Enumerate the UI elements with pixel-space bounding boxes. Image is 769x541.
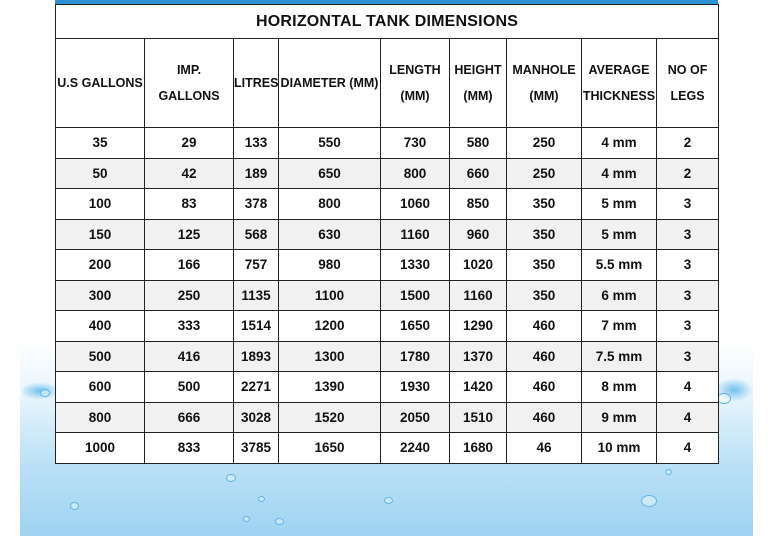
bubble-decoration <box>243 516 250 522</box>
litres-header <box>234 39 279 128</box>
column-header-label: LENGTH <box>389 63 441 77</box>
table-row <box>56 189 719 220</box>
table-cell: 9 mm <box>582 402 657 433</box>
table-cell: 460 <box>507 402 582 433</box>
table-row <box>56 128 719 159</box>
column-header-label: LEGS <box>670 89 705 103</box>
table-cell: 960 <box>450 219 507 250</box>
bubble-decoration <box>226 474 236 482</box>
table-cell: 250 <box>507 158 582 189</box>
bubble-decoration <box>384 497 393 504</box>
table-cell: 800 <box>56 402 145 433</box>
table-cell: 350 <box>507 250 582 281</box>
table-cell: 29 <box>145 128 234 159</box>
table-cell: 3 <box>657 280 719 311</box>
table-cell: 3 <box>657 311 719 342</box>
table-cell: 7 mm <box>582 311 657 342</box>
column-header-label: THICKNESS <box>582 89 656 103</box>
bubble-decoration <box>258 496 265 502</box>
table-cell: 550 <box>279 128 381 159</box>
table-cell: 1100 <box>279 280 381 311</box>
table-cell: 2271 <box>234 372 279 403</box>
table-cell: 1514 <box>234 311 279 342</box>
table-cell: 1390 <box>279 372 381 403</box>
table-cell: 4 <box>657 433 719 464</box>
table-cell: 3028 <box>234 402 279 433</box>
table-cell: 333 <box>145 311 234 342</box>
table-cell: 50 <box>56 158 145 189</box>
table-cell: 1000 <box>56 433 145 464</box>
table-cell: 460 <box>507 372 582 403</box>
table-title: HORIZONTAL TANK DIMENSIONS <box>56 5 719 39</box>
table-cell: 500 <box>56 341 145 372</box>
table-cell: 378 <box>234 189 279 220</box>
table-cell: 1370 <box>450 341 507 372</box>
table-cell: 83 <box>145 189 234 220</box>
column-header-label: IMP. GALLONS <box>158 63 220 103</box>
table-cell: 1510 <box>450 402 507 433</box>
table-cell: 3 <box>657 341 719 372</box>
table-cell: 580 <box>450 128 507 159</box>
table-cell: 666 <box>145 402 234 433</box>
height-header <box>450 39 507 128</box>
table-cell: 1060 <box>381 189 450 220</box>
imp-gallons-header <box>145 39 234 128</box>
diameter-header <box>279 39 381 128</box>
table-cell: 800 <box>279 189 381 220</box>
table-cell: 416 <box>145 341 234 372</box>
table-cell: 460 <box>507 341 582 372</box>
table-cell: 1290 <box>450 311 507 342</box>
table-cell: 650 <box>279 158 381 189</box>
table-cell: 3 <box>657 189 719 220</box>
column-header-label: MANHOLE <box>512 63 576 77</box>
bubble-decoration <box>70 502 79 510</box>
table-cell: 400 <box>56 311 145 342</box>
column-header-label: (MM) <box>400 89 430 103</box>
table-cell: 1300 <box>279 341 381 372</box>
table-cell: 250 <box>507 128 582 159</box>
table-cell: 1500 <box>381 280 450 311</box>
table-cell: 4 <box>657 402 719 433</box>
table-cell: 350 <box>507 189 582 220</box>
table-cell: 1160 <box>450 280 507 311</box>
bubble-decoration <box>641 495 657 507</box>
table-row <box>56 158 719 189</box>
table-cell: 568 <box>234 219 279 250</box>
table-cell: 5.5 mm <box>582 250 657 281</box>
table-cell: 1420 <box>450 372 507 403</box>
table-cell: 1160 <box>381 219 450 250</box>
table-cell: 3785 <box>234 433 279 464</box>
column-header-label: AVERAGE <box>588 63 650 77</box>
table-row <box>56 341 719 372</box>
table-cell: 850 <box>450 189 507 220</box>
table-cell: 1893 <box>234 341 279 372</box>
table-cell: 1200 <box>279 311 381 342</box>
table-body <box>56 128 719 464</box>
legs-header <box>657 39 719 128</box>
table-cell: 4 <box>657 372 719 403</box>
table-cell: 100 <box>56 189 145 220</box>
table-cell: 200 <box>56 250 145 281</box>
column-header-label: (MM) <box>463 89 493 103</box>
column-header-label: NO OF <box>667 63 708 77</box>
tank-dimensions-table <box>55 4 719 464</box>
column-header-label: DIAMETER (MM) <box>280 76 379 90</box>
table-row <box>56 311 719 342</box>
column-header-label: LITRES <box>234 76 279 90</box>
table-cell: 980 <box>279 250 381 281</box>
table-cell: 660 <box>450 158 507 189</box>
table-cell: 757 <box>234 250 279 281</box>
table-cell: 6 mm <box>582 280 657 311</box>
bubble-decoration <box>665 469 672 475</box>
table-row <box>56 433 719 464</box>
table-cell: 500 <box>145 372 234 403</box>
table-cell: 125 <box>145 219 234 250</box>
table-cell: 2050 <box>381 402 450 433</box>
length-header <box>381 39 450 128</box>
table-cell: 1520 <box>279 402 381 433</box>
table-cell: 3 <box>657 219 719 250</box>
table-cell: 133 <box>234 128 279 159</box>
table-cell: 730 <box>381 128 450 159</box>
table-cell: 10 mm <box>582 433 657 464</box>
table-cell: 1330 <box>381 250 450 281</box>
table-cell: 42 <box>145 158 234 189</box>
table-cell: 1020 <box>450 250 507 281</box>
table-cell: 5 mm <box>582 219 657 250</box>
table-cell: 833 <box>145 433 234 464</box>
table-cell: 2240 <box>381 433 450 464</box>
table-cell: 1780 <box>381 341 450 372</box>
table-cell: 1930 <box>381 372 450 403</box>
column-header-label: U.S GALLONS <box>57 76 143 90</box>
manhole-header <box>507 39 582 128</box>
table-cell: 4 mm <box>582 158 657 189</box>
table-cell: 4 mm <box>582 128 657 159</box>
header-row <box>56 39 719 128</box>
table-cell: 600 <box>56 372 145 403</box>
table-cell: 1680 <box>450 433 507 464</box>
table-cell: 35 <box>56 128 145 159</box>
table-cell: 350 <box>507 219 582 250</box>
table-cell: 1135 <box>234 280 279 311</box>
table-cell: 350 <box>507 280 582 311</box>
table-cell: 800 <box>381 158 450 189</box>
table-cell: 3 <box>657 250 719 281</box>
table-cell: 1650 <box>381 311 450 342</box>
table-cell: 2 <box>657 158 719 189</box>
us-gallons-header <box>56 39 145 128</box>
table-cell: 250 <box>145 280 234 311</box>
table-row <box>56 280 719 311</box>
table-cell: 189 <box>234 158 279 189</box>
table-row <box>56 219 719 250</box>
table-row <box>56 402 719 433</box>
table-cell: 5 mm <box>582 189 657 220</box>
thickness-header <box>582 39 657 128</box>
table-cell: 166 <box>145 250 234 281</box>
table-cell: 8 mm <box>582 372 657 403</box>
column-header-label: (MM) <box>529 89 559 103</box>
table-cell: 630 <box>279 219 381 250</box>
table-cell: 150 <box>56 219 145 250</box>
table-cell: 2 <box>657 128 719 159</box>
table-cell: 7.5 mm <box>582 341 657 372</box>
table-row <box>56 372 719 403</box>
table-cell: 460 <box>507 311 582 342</box>
table-cell: 1650 <box>279 433 381 464</box>
table-cell: 46 <box>507 433 582 464</box>
column-header-label: HEIGHT <box>454 63 502 77</box>
table-row <box>56 250 719 281</box>
bubble-decoration <box>275 518 284 525</box>
table-cell: 300 <box>56 280 145 311</box>
bubble-decoration <box>40 389 50 397</box>
